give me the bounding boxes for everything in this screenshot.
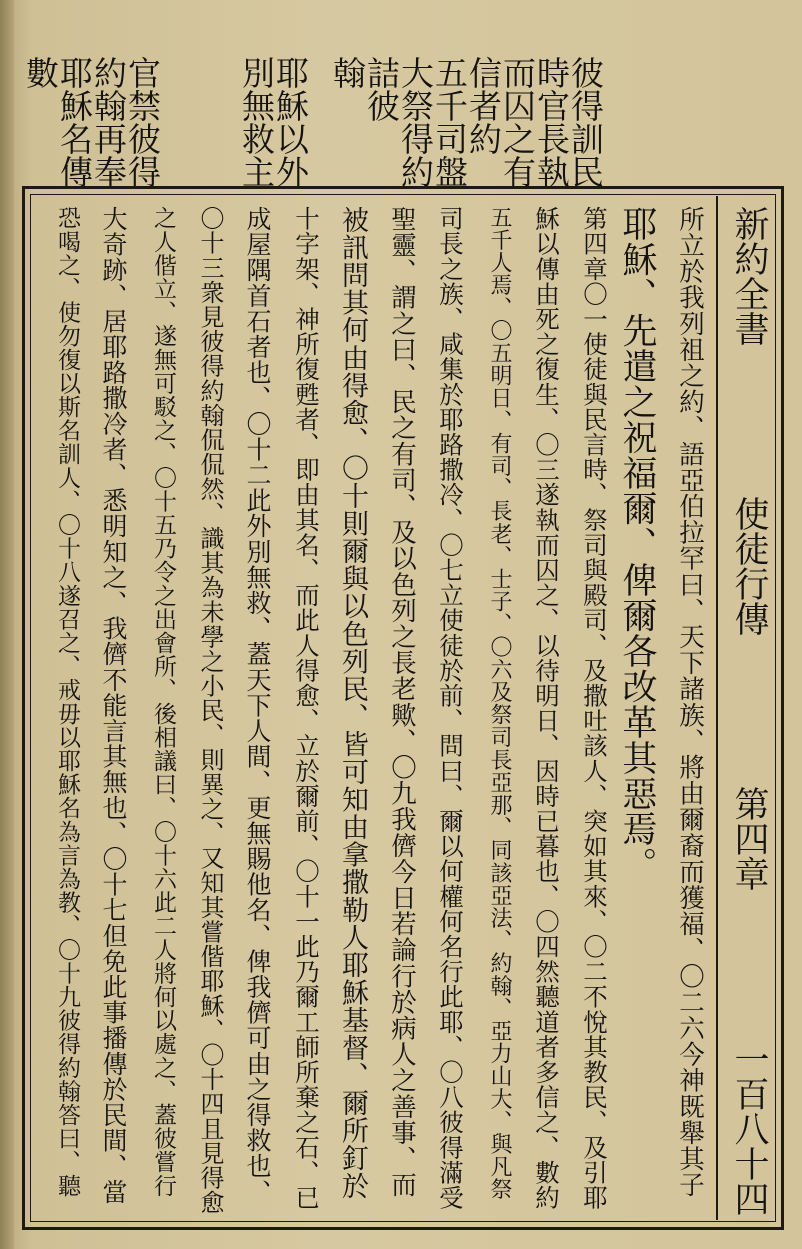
header-note: 五千司盤 [430, 56, 469, 188]
text-column: 所立於我列祖之約、語亞伯拉罕曰、天下諸族、將由爾裔而獲福、〇二六今神既舉其子 [675, 206, 705, 1198]
header-note: 時官長執 [532, 56, 571, 188]
book-gutter [0, 0, 14, 1249]
header-note: 別無救主 [237, 56, 276, 188]
text-column: 被訊問其何由得愈、〇十則爾與以色列民、皆可知由拿撒勒人耶穌基督、爾所釘於 [337, 206, 368, 1200]
text-column: 司長之族、咸集於耶路撒冷、〇七立使徒於前、問曰、爾以何權何名行此耶、〇八彼得滿受 [436, 206, 465, 1210]
header-note: 詰彼 [362, 56, 401, 122]
text-column: 恐喝之、使勿復以斯名訓人、〇十八遂召之、戒毋以耶穌名為言為教、〇十九彼得約翰答曰、聽 [54, 206, 80, 1198]
header-note: 彼得訓民 [566, 56, 605, 188]
text-column: 穌以傳由死之復生、〇三遂執而囚之、以待明日、因時已暮也、〇四然聽道者多信之、數約 [532, 206, 561, 1210]
header-note: 大祭得約 [396, 56, 435, 188]
text-column: 大奇跡、居耶路撒冷者、悉明知之、我儕不能言其無也、〇十七但免此事播傳於民間、當 [99, 206, 128, 1205]
running-head [729, 206, 769, 1216]
header-note: 約翰再奉 [89, 56, 128, 188]
text-column: 聖靈、謂之曰、民之有司、及以色列之長老歟、〇九我儕今日若論行於病人之善事、而 [387, 206, 417, 1198]
header-note: 數 [21, 56, 60, 89]
running-head-rule [716, 196, 718, 1220]
text-column: 五千人焉、〇五明日、有司、長老、士子、〇六及祭司長亞那、同該亞法、約翰、亞力山大、與凡祭 [487, 206, 512, 1201]
header-note: 耶穌以外 [271, 56, 310, 188]
header-note: 翰 [328, 56, 367, 89]
text-column: 之人偕立、遂無可駁之、〇十五乃令之出會所、後相議曰、〇十六此二人將何以處之、蓋彼嘗行 [150, 206, 176, 1198]
text-column: 〇十三衆見彼得約翰侃侃然、識其為未學之小民、則異之、又知其嘗偕耶穌、〇十四且見得愈 [196, 206, 224, 1215]
text-column: 十字架、神所復甦者、即由其名、而此人得愈、立於爾前、〇十一此乃爾工師所棄之石、已 [292, 206, 321, 1210]
header-note: 耶穌名傳 [55, 56, 94, 188]
text-column: 第四章〇一使徒與民言時、祭司與殿司、及撒吐該人、突如其來、〇二不悅其教民、及引耶 [580, 206, 609, 1210]
header-note: 官禁彼得 [123, 56, 162, 188]
text-column: 成屋隅首石者也、〇十二此外別無救、蓋天下人間、更無賜他名、俾我儕可由之得救也、 [243, 206, 272, 1205]
book-title: 新約全書 [729, 206, 769, 346]
header-note: 信者約 [464, 56, 503, 155]
chapter-title: 第四章 [729, 786, 769, 891]
section-title: 使徒行傳 [729, 496, 769, 636]
text-column: 耶穌、先遣之祝福爾、俾爾各改革其惡焉。 [617, 206, 657, 883]
page-number: 一百八十四 [729, 1041, 769, 1216]
header-note: 而囚之有 [498, 56, 537, 188]
